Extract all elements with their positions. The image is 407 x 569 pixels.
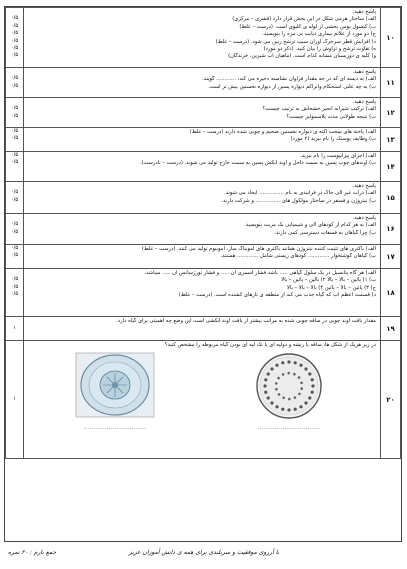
question-text: الف) هر گاه پتانسیل در یک سلول گیاهی ..... باشد فشار اسمزی آن ..... و فشار تورژسانس آن ..... میباشد. [144,270,376,276]
score-value: ۰/۵ [10,52,19,59]
score-value: ۰/۵ [10,276,19,283]
question-row [6,152,401,182]
score-value: ۰/۵ [10,152,19,158]
score-value: ۰/۵ [10,245,19,251]
question-body [24,245,381,269]
score-value: ۰/۵ [10,30,19,37]
question-body [24,214,381,245]
question-text: د) افزایش قطر سرخرگ آوران سبب ترشح رنین می شود. (درست – غلط) [215,38,376,45]
question-text: ب) چرا گیاهان به فسفات دسترسی کمی دارند. [274,229,376,236]
footer [4,546,402,562]
question-text: پاسخ دهید. [352,183,376,189]
score-cell [6,341,24,459]
question-number: ۱۴ [381,152,401,182]
score-value: ۰/۵ [10,196,19,203]
question-body [24,182,381,214]
question-number: ۱۱ [381,68,401,98]
question-text: ب) گیاهان گوشتخوار ............. کودهای زیستی شامل ............. هستند. [220,253,376,260]
question-text: و) کلیه ی دوزیستان مشابه کدام است. (ماهیان آب شیرین، خزندگان) [228,53,376,60]
question-body [24,317,381,341]
question-number: ۱۶ [381,214,401,245]
score-value: ۰/۵ [10,159,19,166]
question-text: ج) ۳) پائین – بالا – پائین ۴) بالا – بالا – بالا [286,284,376,291]
score-value: ۰/۵ [10,189,19,196]
question-body [24,341,381,459]
question-text: پاسخ دهید: [352,9,376,15]
cross-section-figure-a [72,351,158,432]
question-body [24,269,381,317]
score-value: ۰/۵ [10,128,19,134]
score-value: ۰/۵ [10,135,19,142]
score-value: ۰/۵ [10,228,19,235]
question-number: ۲۰ [381,341,401,459]
question-text: الف) ذرات غیر آلی خاک در فرآیندی به نام ............... ایجاد می شوند. [224,190,376,197]
question-text: پاسخ دهید. [352,215,376,221]
question-text: الف) باکتری های تثبیت کننده نیتروژن همانند باکتری های آمونیاک ساز، آمونیوم تولید می کنند. (درست – غلط) [141,246,376,252]
question-number: ۱۷ [381,245,401,269]
score-value: ۰/۵ [10,37,19,44]
score-cell [6,68,24,98]
score-value: ۰/۵ [10,82,19,89]
score-cell [6,8,24,68]
question-text: الف) به هر کدام از کودهای آلی و شیمیایی یک مزیت بنویسید. [244,222,376,229]
score-value: ۰/۵ [10,15,19,22]
question-text: پاسخ دهید. [352,99,376,105]
score-value: ۰/۵ [10,283,19,290]
question-body [24,152,381,182]
score-value: ۰/۵ [10,75,19,82]
questions-table [5,7,401,459]
question-row [6,68,401,98]
question-text: در زیر هریک از شکل ها، ساقه یا ریشه و دولپه ای یا تک لپه ای بودن گیاه مربوطه را مشخص کنید؟ [164,342,376,348]
question-text: الف) یاخته های سخت آکنه ی دیواره نخستین ضخیم و چوبی شده دارند (درست – غلط) [189,129,376,135]
question-body [24,128,381,152]
question-text: ه) تفاوت ترشح و تراوش را بیان کنید. (ذکر دو مورد) [263,46,376,53]
question-number: ۱۳ [381,128,401,152]
score-value: ۰/۵ [10,22,19,29]
figure-answer-blank: .............................. [83,425,147,432]
question-body [24,8,381,68]
question-text: د) قسمت اعظم آب که گیاه جذب می کند از منطقه ی تارهای کشنده است. (درست – غلط) [178,292,376,299]
question-row [6,8,401,68]
question-row [6,269,401,317]
question-row [6,128,401,152]
question-text: ج) دو مورد از علائم بیماری دیابت بی مزه را بنویسید. [262,31,376,38]
score-value: ۰/۵ [10,45,19,52]
question-number: ۱۰ [381,8,401,68]
question-text: ب) به چه علتی استحکام وانراکم دیواره پسین از دیواره نخستین بیش تر است. [208,83,376,90]
score-cell [6,245,24,269]
figures [28,351,376,432]
question-text: الف) ترکیب شیرابه انجیر خشخاش به ترتیب چیست؟ [262,106,376,113]
question-text: ب) ۱) پائین – بالا – بالا ۲) بالین – پائین – بالا [281,277,376,284]
score-value: ۰/۵ [10,112,19,119]
question-text: پاسخ دهید. [352,69,376,75]
question-number: ۱۸ [381,269,401,317]
score-cell [6,182,24,214]
score-value: ۰/۵ [10,105,19,112]
question-body [24,98,381,128]
score-cell [6,98,24,128]
question-text: الف) ساختار هرمی شکل در این بخش قرار دارد (قشری – مرکزی) [232,16,376,23]
exam-sheet [4,6,402,542]
question-row [6,245,401,269]
score-value: ۱ [13,395,16,402]
question-text: ب) کپسول بومن بخشی از لوله ی کلیوی است. (درست – غلط) [239,23,376,30]
score-value: ۱ [13,324,16,331]
question-number: ۱۲ [381,98,401,128]
question-text: ب) نتیجه طولانی مدت پلاسمولیز چیست؟ [286,113,376,120]
question-row [6,317,401,341]
question-number: ۱۹ [381,317,401,341]
question-row [6,182,401,214]
figure-answer-blank: .............................. [257,425,321,432]
question-body [24,68,381,98]
total-score: جمع بارم : ۲۰ نمره [8,549,57,556]
cross-section-figure-b [246,351,332,432]
question-row [6,214,401,245]
question-text: مقدار بافت آوند چوبی در ساقه چوبی شده به مراتب بیشتر از بافت آوند آبکشی است این وضع چه اهمیتی برای گیاه دارد. [116,318,376,324]
question-text: الف) اجزای پیرایپوست را نام ببرید. [300,153,376,159]
question-text: ب) آوندهای چوب پسین به سمت داخل و آوند آبکش پسین به سمت خارج تولید می شوند. (درست – نادرست). [139,160,376,167]
question-text: ب) وظایف پوستک را نام ببرید (۲ مورد) [290,136,376,143]
question-row [6,341,401,459]
footer-note: با آرزوی موفقیت و سربلندی برای همه ی دانش آموزان عزیز [128,549,280,556]
question-row [6,98,401,128]
score-cell [6,128,24,152]
score-value: ۰/۵ [10,221,19,228]
score-value: ۰/۵ [10,252,19,259]
question-text: الف) به دیسه ای که در جه مقدار فراوان نشاسته ذخیره می کند، ............ گویند. [202,76,376,83]
score-value: ۰/۵ [10,291,19,298]
question-number: ۱۵ [381,182,401,214]
score-cell [6,317,24,341]
score-cell [6,269,24,317]
score-cell [6,214,24,245]
question-text: ب) نیتروژن و فسفر در ساختار مولکول های ............... و شرکت دارند. [221,197,376,204]
score-cell [6,152,24,182]
